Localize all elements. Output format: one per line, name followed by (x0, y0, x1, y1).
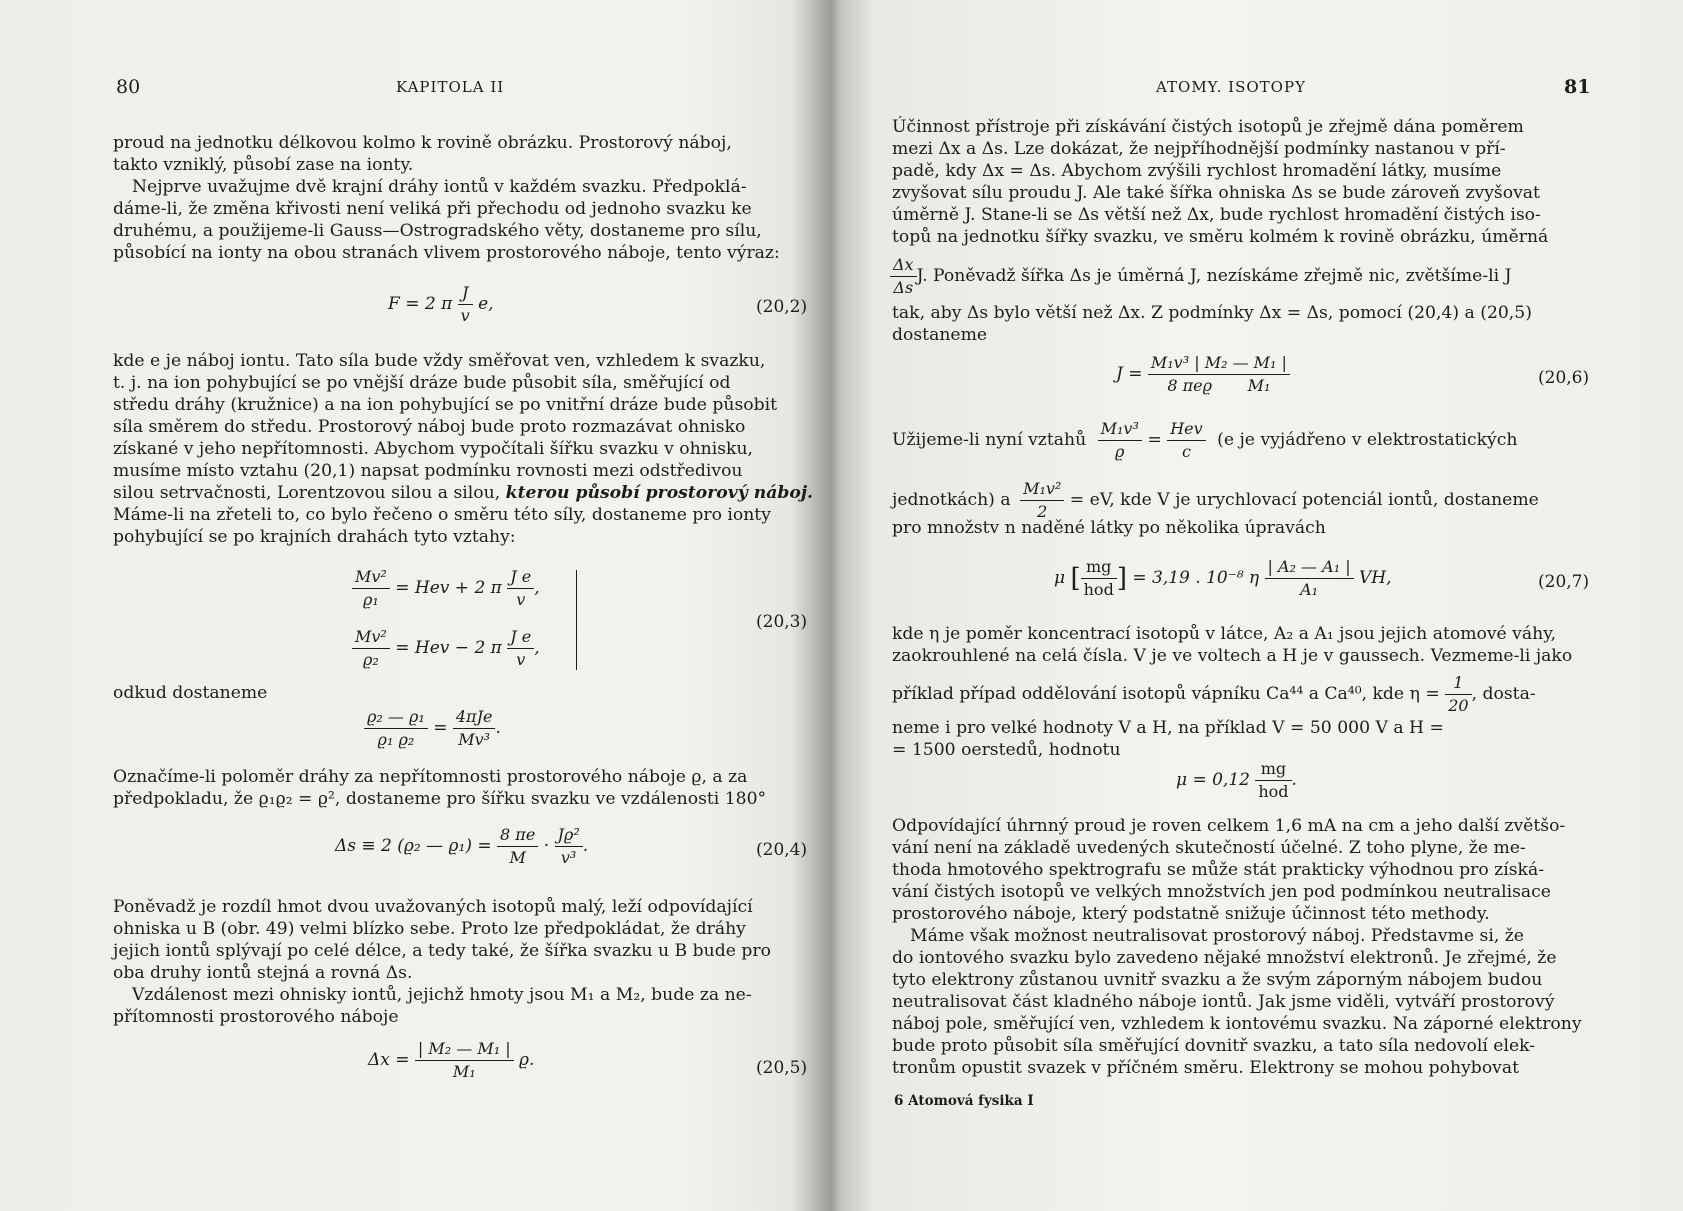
text-line: Vzdálenost mezi ohnisky iontů, jejichž hmoty jsou M₁ a M₂, bude za ne- (132, 985, 752, 1005)
text-line: středu dráhy (kružnice) a na ion pohybující se po vnitřní dráze bude působit (113, 395, 778, 415)
text-line: = 1500 oerstedů, hodnotu (892, 740, 1121, 760)
text-line: Užijeme-li nyní vztahů $\frac{\text{M₁v³}}{ϱ}$ = $\frac{\text{Hev}}{c}$ (e je vyjádřeno v elektrostatických (892, 419, 1518, 461)
text-line: neme i pro velké hodnoty V a H, na příklad V = 50 000 V a H = (892, 718, 1444, 738)
text-line: Účinnost přístroje při získávání čistých isotopů je zřejmě dána poměrem (892, 117, 1524, 137)
running-header: KAPITOLA II (396, 78, 505, 96)
text-line: síla směrem do středu. Prostorový náboj bude proto rozmazávat ohnisko (113, 417, 746, 437)
text-line: dáme-li, že změna křivosti není veliká při přechodu od jednoho svazku ke (113, 199, 752, 219)
text-line: jednotkách) a $\frac{\text{M₁v²}}{2}$ = eV, kde V je urychlovací potenciál iontů, dostaneme (892, 479, 1539, 521)
equation-ratio: $\frac{\text{ϱ₂ — ϱ₁}}{\text{ϱ₁ ϱ₂}}$ = $\frac{\text{4πJe}}{\text{Mv³}}$ . (364, 706, 501, 751)
text-line: do iontového svazku bylo zavedeno nějaké množství elektronů. Je zřejmé, že (892, 948, 1557, 968)
page-number: 80 (116, 76, 141, 98)
text-line: Máme však možnost neutralisovat prostorový náboj. Představme si, že (910, 926, 1524, 946)
equation-20-4: Δs ≡ 2 (ϱ₂ — ϱ₁) = $\frac{8 \pi e}{M}$ · $\frac{\text{Jϱ²}}{\text{v³}}$ . (335, 825, 589, 867)
equation-label: (20,6) (1538, 368, 1590, 388)
equation-20-5: Δx = $\frac{\text{| M₂ — M₁ |}}{\text{M₁}}$ ϱ. (368, 1039, 535, 1081)
text-line: tronům opustit svazek v příčném směru. Elektrony se mohou pohybovat (892, 1058, 1520, 1078)
running-header: ATOMY. ISOTOPY (1156, 78, 1306, 96)
text-line: působící na ionty na obou stranách vlivem prostorového náboje, tento výraz: (113, 243, 780, 263)
equation-label: (20,5) (756, 1058, 808, 1078)
text-line: tak, aby Δs bylo větší než Δx. Z podmínky Δx = Δs, pomocí (20,4) a (20,5) (892, 303, 1532, 323)
text-line: takto vzniklý, působí zase na ionty. (113, 155, 414, 175)
text-line: Poněvadž je rozdíl hmot dvou uvažovaných isotopů malý, leží odpovídající (113, 897, 753, 917)
text-line: ohniska u B (obr. 49) velmi blízko sebe. Proto lze předpokládat, že dráhy (113, 919, 746, 939)
equation-20-2: F = 2 π $\frac{J}{v}$ e, (388, 283, 494, 325)
text-line: silou setrvačnosti, Lorentzovou silou a silou, kterou působí prostorový náboj. (113, 483, 814, 503)
text-line: neutralisovat část kladného náboje iontů. Jak jsme viděli, vytváří prostorový (892, 992, 1555, 1012)
text-line: náboj pole, směřující ven, vzhledem k iontovému svazku. Na záporné elektrony (892, 1014, 1582, 1034)
text-line: $\frac{\Delta x}{\Delta s}$ J. Poněvadž šířka Δs je úměrná J, nezískáme zřejmě nic, zvětšíme-li J (890, 254, 1511, 299)
text-line: Odpovídající úhrnný proud je roven celkem 1,6 mA na cm a jeho další zvětšo- (892, 816, 1566, 836)
text-line: bude proto působit síla směřující dovnitř svazku, a tato síla nedovolí elek- (892, 1036, 1536, 1056)
equation-20-3-row1: $\frac{\text{Mv²}}{\text{ϱ₁}}$ = Hev + 2 π $\frac{\text{J e}}{v}$ , (352, 566, 540, 611)
brace (570, 570, 577, 670)
text-line: proud na jednotku délkovou kolmo k rovině obrázku. Prostorový náboj, (113, 133, 732, 153)
text-line: pro množstv n naděné látky po několika úpravách (892, 518, 1326, 538)
equation-label: (20,3) (756, 612, 808, 632)
text-line: topů na jednotku šířky svazku, ve směru kolmém k rovině obrázku, úměrná (892, 227, 1549, 247)
text-line: thoda hmotového spektrografu se může stát prakticky výhodnou pro získá- (892, 860, 1545, 880)
text-line: dostaneme (892, 325, 988, 345)
text-line: mezi Δx a Δs. Lze dokázat, že nejpříhodnější podmínky nastanou v pří- (892, 139, 1506, 159)
left-page (0, 0, 836, 1211)
text-line: druhému, a použijeme-li Gauss—Ostrogradského věty, dostaneme pro sílu, (113, 221, 762, 241)
equation-label: (20,4) (756, 840, 808, 860)
equation-label: (20,2) (756, 297, 808, 317)
text-line: jejich iontů splývají po celé délce, a tedy také, že šířka svazku u B bude pro (113, 941, 771, 961)
text-line: přítomnosti prostorového náboje (113, 1007, 399, 1027)
page-number: 81 (1564, 76, 1591, 98)
text-line: musíme místo vztahu (20,1) napsat podmínku rovnosti mezi odstředivou (113, 461, 743, 481)
text-line: pohybující se po krajních drahách tyto vztahy: (113, 527, 516, 547)
text-line: prostorového náboje, který podstatně snižuje účinnost této methody. (892, 904, 1490, 924)
text-line: Označíme-li poloměr dráhy za nepřítomnosti prostorového náboje ϱ, a za (113, 767, 748, 787)
text-line: předpokladu, že ϱ₁ϱ₂ = ϱ², dostaneme pro šířku svazku ve vzdálenosti 180° (113, 789, 767, 809)
equation-label: (20,7) (1538, 572, 1590, 592)
text-line: zvyšovat sílu proudu J. Ale také šířka ohniska Δs se bude zároveň zvyšovat (892, 183, 1540, 203)
footer-signature: 6 Atomová fysika I (894, 1093, 1034, 1109)
text-line: vání čistých isotopů ve velkých množstvích jen pod podmínkou neutralisace (892, 882, 1551, 902)
text-line: padě, kdy Δx = Δs. Abychom zvýšili rychlost hromadění látky, musíme (892, 161, 1502, 181)
text-line: odkud dostaneme (113, 683, 268, 703)
equation-20-6: J = $\frac{\text{M₁v³ | M₂ — M₁ |}}{\text{8 πeϱ M₁}}$ (1116, 352, 1290, 397)
equation-20-3-row2: $\frac{\text{Mv²}}{\text{ϱ₂}}$ = Hev − 2 π $\frac{\text{J e}}{v}$ , (352, 626, 540, 671)
text-line: kde e je náboj iontu. Tato síla bude vždy směřovat ven, vzhledem k svazku, (113, 351, 766, 371)
text-line: kde η je poměr koncentrací isotopů v látce, A₂ a A₁ jsou jejich atomové váhy, (892, 624, 1557, 644)
right-page (836, 0, 1683, 1211)
text-line: Máme-li na zřeteli to, co bylo řečeno o směru této síly, dostaneme pro ionty (113, 505, 771, 525)
emphasized-text: kterou působí prostorový náboj. (505, 483, 814, 503)
equation-mu: μ = 0,12 $\frac{mg}{\text{hod}}$ . (1176, 759, 1297, 801)
equation-20-7: μ [ $\frac{mg}{\text{hod}}$ ] = 3,19 . 10⁻⁸ η $\frac{\text{| A₂ — A₁ |}}{\text{A₁}}$ VH, (1054, 557, 1392, 599)
text-line: zaokrouhlené na celá čísla. V je ve voltech a H je v gaussech. Vezmeme-li jako (892, 646, 1573, 666)
text-line: získané v jeho nepřítomnosti. Abychom vypočítali šířku svazku v ohnisku, (113, 439, 753, 459)
text-line: úměrně J. Stane-li se Δs větší než Δx, bude rychlost hromadění čistých iso- (892, 205, 1541, 225)
text-line: t. j. na ion pohybující se po vnější dráze bude působit síla, směřující od (113, 373, 731, 393)
text-line: oba druhy iontů stejná a rovná Δs. (113, 963, 413, 983)
text-line: vání není na základě uvedených skutečností účelné. Z toho plyne, že me- (892, 838, 1526, 858)
text-line: tyto elektrony zůstanou uvnitř svazku a že svým záporným nábojem budou (892, 970, 1543, 990)
text-line: příklad případ oddělování isotopů vápníku Ca⁴⁴ a Ca⁴⁰, kde η = $\frac{1}{20}$ , dosta- (892, 673, 1536, 715)
text-line: Nejprve uvažujme dvě krajní dráhy iontů v každém svazku. Předpoklá- (132, 177, 747, 197)
